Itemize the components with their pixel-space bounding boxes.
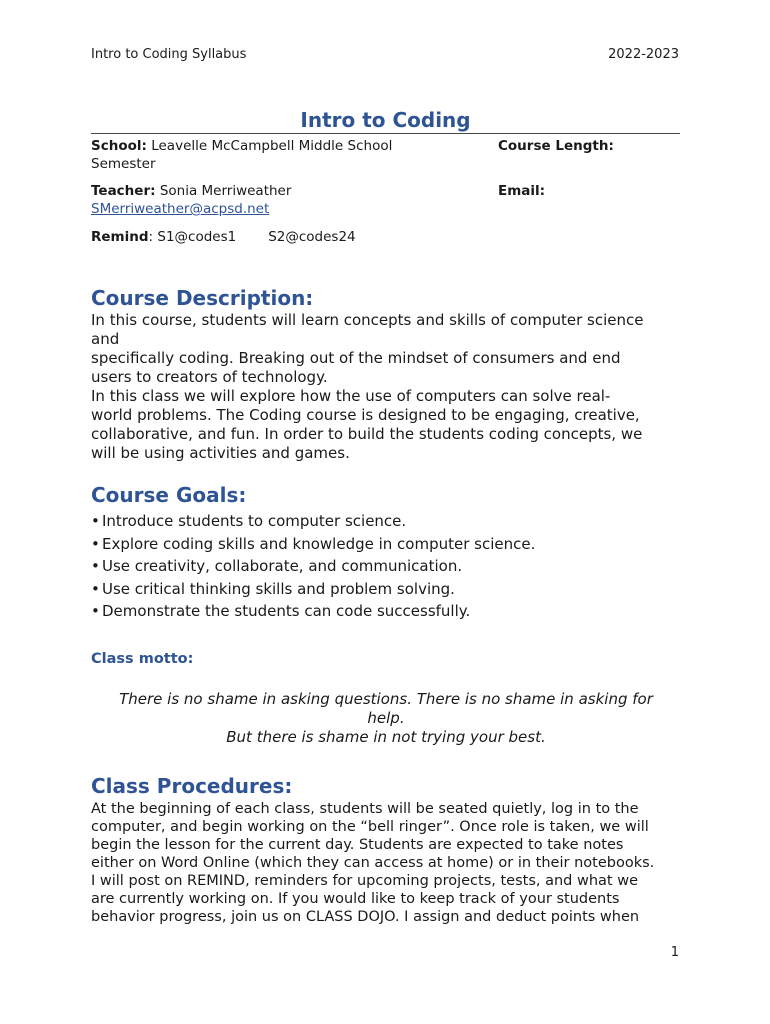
- school-value-line2: Semester: [91, 156, 156, 172]
- bullet-icon: •: [91, 579, 100, 598]
- bullet-icon: •: [91, 557, 100, 575]
- procedure-line: either on Word Online (which they can access at home) or in their notebooks.: [91, 855, 655, 871]
- school-label: School:: [91, 138, 147, 154]
- bullet-icon: •: [91, 534, 100, 553]
- class-motto-text: [91, 690, 681, 747]
- list-item: • Use creativity, collaborate, and communication.: [91, 556, 681, 579]
- list-item: • Demonstrate the students can code successfully.: [91, 601, 681, 624]
- page-number: 1: [670, 945, 679, 960]
- course-description-body: [91, 311, 681, 463]
- remind-label: Remind: [91, 229, 149, 245]
- description-line: In this course, students will learn concepts and skills of computer science: [91, 311, 644, 329]
- description-line: collaborative, and fun. In order to build the students coding concepts, we: [91, 425, 643, 443]
- description-line: world problems. The Coding course is designed to be engaging, creative,: [91, 406, 640, 424]
- description-line: In this class we will explore how the use of computers can solve real-: [91, 387, 611, 405]
- description-line: users to creators of technology.: [91, 368, 328, 386]
- school-info: [91, 137, 491, 173]
- procedure-line: begin the lesson for the current day. Students are expected to take notes: [91, 837, 624, 853]
- procedure-line: are currently working on. If you would like to keep track of your students: [91, 891, 620, 907]
- teacher-label: Teacher:: [91, 183, 156, 199]
- title-divider: [91, 133, 680, 134]
- bullet-icon: •: [91, 602, 100, 620]
- course-goals-heading: Course Goals:: [91, 483, 247, 507]
- list-item: • Use critical thinking skills and problem solving.: [91, 579, 681, 602]
- description-line: will be using activities and games.: [91, 444, 350, 462]
- procedure-line: behavior progress, join us on CLASS DOJO. I assign and deduct points when: [91, 909, 640, 925]
- header-year: 2022-2023: [608, 47, 679, 62]
- course-description-heading: Course Description:: [91, 286, 314, 310]
- procedure-line: At the beginning of each class, students will be seated quietly, log in to the: [91, 801, 639, 817]
- class-procedures-body: [91, 800, 681, 926]
- description-line: and: [91, 330, 120, 348]
- email-link[interactable]: SMerriweather@acpsd.net: [91, 201, 270, 217]
- procedure-line: I will post on REMIND, reminders for upcoming projects, tests, and what we: [91, 873, 638, 889]
- procedure-line: computer, and begin working on the “bell ringer”. Once role is taken, we will: [91, 819, 649, 835]
- email-label: Email:: [498, 183, 546, 199]
- class-motto-heading: Class motto:: [91, 651, 194, 667]
- school-value: Leavelle McCampbell Middle School: [151, 138, 393, 154]
- motto-line: But there is shame in not trying your best.: [226, 728, 546, 746]
- bullet-icon: •: [91, 512, 100, 530]
- class-procedures-heading: Class Procedures:: [91, 774, 293, 798]
- description-line: specifically coding. Breaking out of the mindset of consumers and end: [91, 349, 621, 367]
- document-title: Intro to Coding: [300, 108, 471, 132]
- teacher-value: Sonia Merriweather: [159, 183, 292, 199]
- list-item: • Introduce students to computer science.: [91, 511, 681, 534]
- course-goals-list: [91, 511, 681, 624]
- remind-info: [91, 228, 511, 246]
- email-info: [498, 182, 678, 200]
- course-length-label: Course Length:: [498, 138, 614, 154]
- motto-line: There is no shame in asking questions. There is no shame in asking for: [119, 690, 653, 708]
- motto-line: help.: [367, 709, 405, 727]
- course-length-info: [498, 137, 678, 155]
- teacher-info: [91, 182, 491, 218]
- remind-s2: S2@codes24: [268, 229, 356, 245]
- list-item: • Explore coding skills and knowledge in computer science.: [91, 534, 681, 557]
- header-title: Intro to Coding Syllabus: [91, 47, 247, 62]
- remind-s1: : S1@codes1: [148, 229, 237, 245]
